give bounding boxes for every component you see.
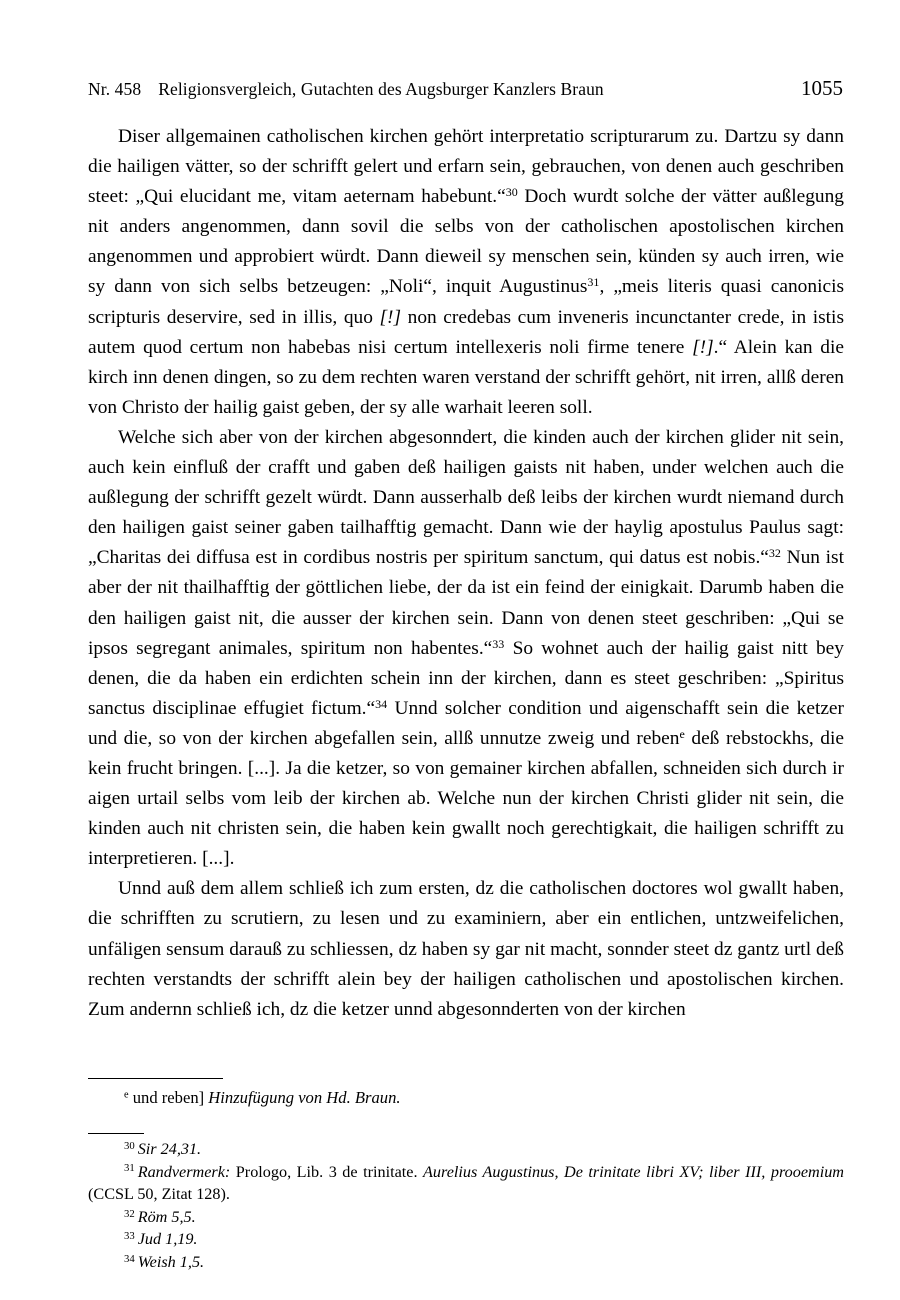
footnote-apparatus bbox=[88, 1078, 844, 1274]
paragraph-1 bbox=[88, 122, 844, 423]
variant-separator-rule bbox=[88, 1078, 223, 1079]
footnote-italic-2: Aurelius Augustinus, De trinitate libri XV; liber III, prooemium bbox=[423, 1162, 844, 1181]
footnote-separator-rule bbox=[88, 1133, 144, 1134]
footnote-italic-1: Randvermerk: bbox=[137, 1162, 231, 1181]
variant-note-lemma: und reben] bbox=[128, 1088, 205, 1107]
running-header bbox=[88, 76, 843, 101]
footnote-marker: 32 bbox=[124, 1207, 135, 1220]
footnote-ref-32[interactable]: 32 bbox=[768, 546, 781, 561]
document-number: Nr. 458 bbox=[88, 79, 142, 99]
paragraph-2-segment-2: Nun ist aber der nit thailhafftig der göttlichen liebe, der da ist ein feind der einigkait. Darumb haben die den hailigen gaist nit, die ausser der kirchen sein. Dann von denen steet geschriben: „Qui se ipsos segregant animales, spiritum non habentes.“ bbox=[88, 547, 844, 659]
header-title-group bbox=[88, 79, 604, 100]
footnote-italic-1: Weish 1,5. bbox=[137, 1252, 205, 1271]
footnote-ref-31[interactable]: 31 bbox=[587, 275, 600, 290]
footnote-item bbox=[88, 1161, 844, 1206]
page-title: Religionsvergleich, Gutachten des Augsburger Kanzlers Braun bbox=[158, 79, 604, 99]
footnote-italic-1: Röm 5,5. bbox=[137, 1207, 196, 1226]
sic-marker-2: [!] bbox=[692, 336, 714, 358]
variant-note-comment: Hinzufügung von Hd. Braun. bbox=[204, 1088, 401, 1107]
variant-ref-e[interactable]: e bbox=[679, 726, 685, 741]
footnote-marker: 33 bbox=[124, 1230, 135, 1243]
paragraph-3-segment-1: Unnd auß dem allem schließ ich zum ersten, dz die catholischen doctores wol gwallt haben, die schrifften zu scrutiern, zu lesen und zu examiniern, aber ein entlichen, untzweifelichen, unfäligen sensum darauß zu schliessen, dz haben sy gar nit macht, sonnder steet dz gantz urtl deß rechten verstandts der schrifft alein bey der hailigen catholischen und apostolischen kirchen. Zum andernn schließ ich, dz die ketzer unnd abgesonnderten von der kirchen bbox=[88, 878, 844, 1020]
footnote-roman-2: (CCSL 50, Zitat 128). bbox=[88, 1185, 230, 1204]
paragraph-2-segment-4: Unnd solcher condition und aigenschafft sein die ketzer und die, so von der kirchen abgefallen sein, allß unnutze zweig und reben bbox=[88, 697, 844, 749]
footnote-ref-30[interactable]: 30 bbox=[505, 184, 518, 199]
footnote-ref-34[interactable]: 34 bbox=[375, 696, 388, 711]
paragraph-1-segment-2: Doch wurdt solche der vätter außlegung nit anders angenommen, dann sovil die selbs von der catholischen apostolischen kirchen angenommen und approbiert würdt. Dann dieweil sy menschen sein, künden sy auch irren, wie sy dann von sich selbs betzeugen: „Noli“, inquit Augustinus bbox=[88, 186, 844, 298]
footnote-italic-1: Jud 1,19. bbox=[137, 1230, 198, 1249]
paragraph-1-segment-4: non credebas cum inveneris incunctanter crede, in istis autem quod certum non habebas nisi certum intellexeris noli firme tenere bbox=[88, 306, 844, 358]
footnote-item bbox=[88, 1138, 844, 1161]
footnote-marker: 30 bbox=[124, 1139, 135, 1152]
variant-note-marker: e bbox=[124, 1089, 129, 1101]
paragraph-2-segment-3: So wohnet auch der hailig gaist nitt bey denen, die da haben ein erdichten schein inn der kirchen, dann es steet geschriben: „Spiritus sanctus disciplinae effugiet fictum.“ bbox=[88, 637, 844, 719]
footnote-italic-1: Sir 24,31. bbox=[137, 1140, 202, 1158]
footnote-roman-1: Prologo, Lib. 3 de trinitate. bbox=[230, 1162, 424, 1181]
footnote-marker: 31 bbox=[124, 1162, 135, 1175]
paragraph-1-segment-3: , „meis literis quasi canonicis scripturis deservire, sed in illis, quo bbox=[88, 276, 844, 328]
paragraph-3 bbox=[88, 874, 844, 1024]
footnote-ref-33[interactable]: 33 bbox=[492, 636, 505, 651]
sic-marker-1: [!] bbox=[379, 306, 402, 328]
paragraph-2-segment-1: Welche sich aber von der kirchen abgesonndert, die kinden auch der kirchen glider nit sein, auch kein einfluß der crafft und gaben deß hailigen gaists nit haben, under welchen auch die außlegung der schrifft gezelt würdt. Dann ausserhalb deß leibs der kirchen wurdt niemand durch den hailigen gaist seiner gaben tailhafftig gemacht. Dann wie der haylig apostulus Paulus sagt: „Charitas dei diffusa est in cordibus nostris per spiritum sanctum, qui datus est nobis.“ bbox=[88, 426, 844, 569]
page-number: 1055 bbox=[801, 76, 843, 100]
footnote-item bbox=[88, 1206, 844, 1229]
footnote-list bbox=[88, 1138, 844, 1274]
footnote-marker: 34 bbox=[124, 1252, 135, 1265]
footnote-item bbox=[88, 1228, 844, 1251]
footnote-item bbox=[88, 1251, 844, 1274]
variant-note bbox=[88, 1086, 844, 1109]
body-text bbox=[88, 122, 844, 1025]
paragraph-1-segment-5: .“ Alein kan die kirch inn denen dingen, so zu dem rechten waren verstand der schrifft gehört, nit irren, allß deren von Christo der hailig gaist geben, der sy alle warhait leeren soll. bbox=[88, 336, 844, 418]
paragraph-2 bbox=[88, 423, 844, 874]
paragraph-2-segment-5: deß rebstockhs, die kein frucht bringen. [...]. Ja die ketzer, so von gemainer kirchen abfallen, schneiden sich durch ir aigen urtail selbs vom leib der kirchen ab. Welche nun der kirchen Christi glider nit sein, die kinden auch nit christen sein, die haben kein gwallt noch gerechtigkait, die hailigen schrifft zu interpretieren. [...]. bbox=[88, 727, 844, 870]
paragraph-1-segment-1: Diser allgemainen catholischen kirchen gehört interpretatio scripturarum zu. Dartzu sy dann die hailigen vätter, so der schrifft gelert und erfarn sein, gebrauchen, von denen auch geschriben steet: „Qui elucidant me, vitam aeternam habebunt.“ bbox=[88, 126, 844, 208]
